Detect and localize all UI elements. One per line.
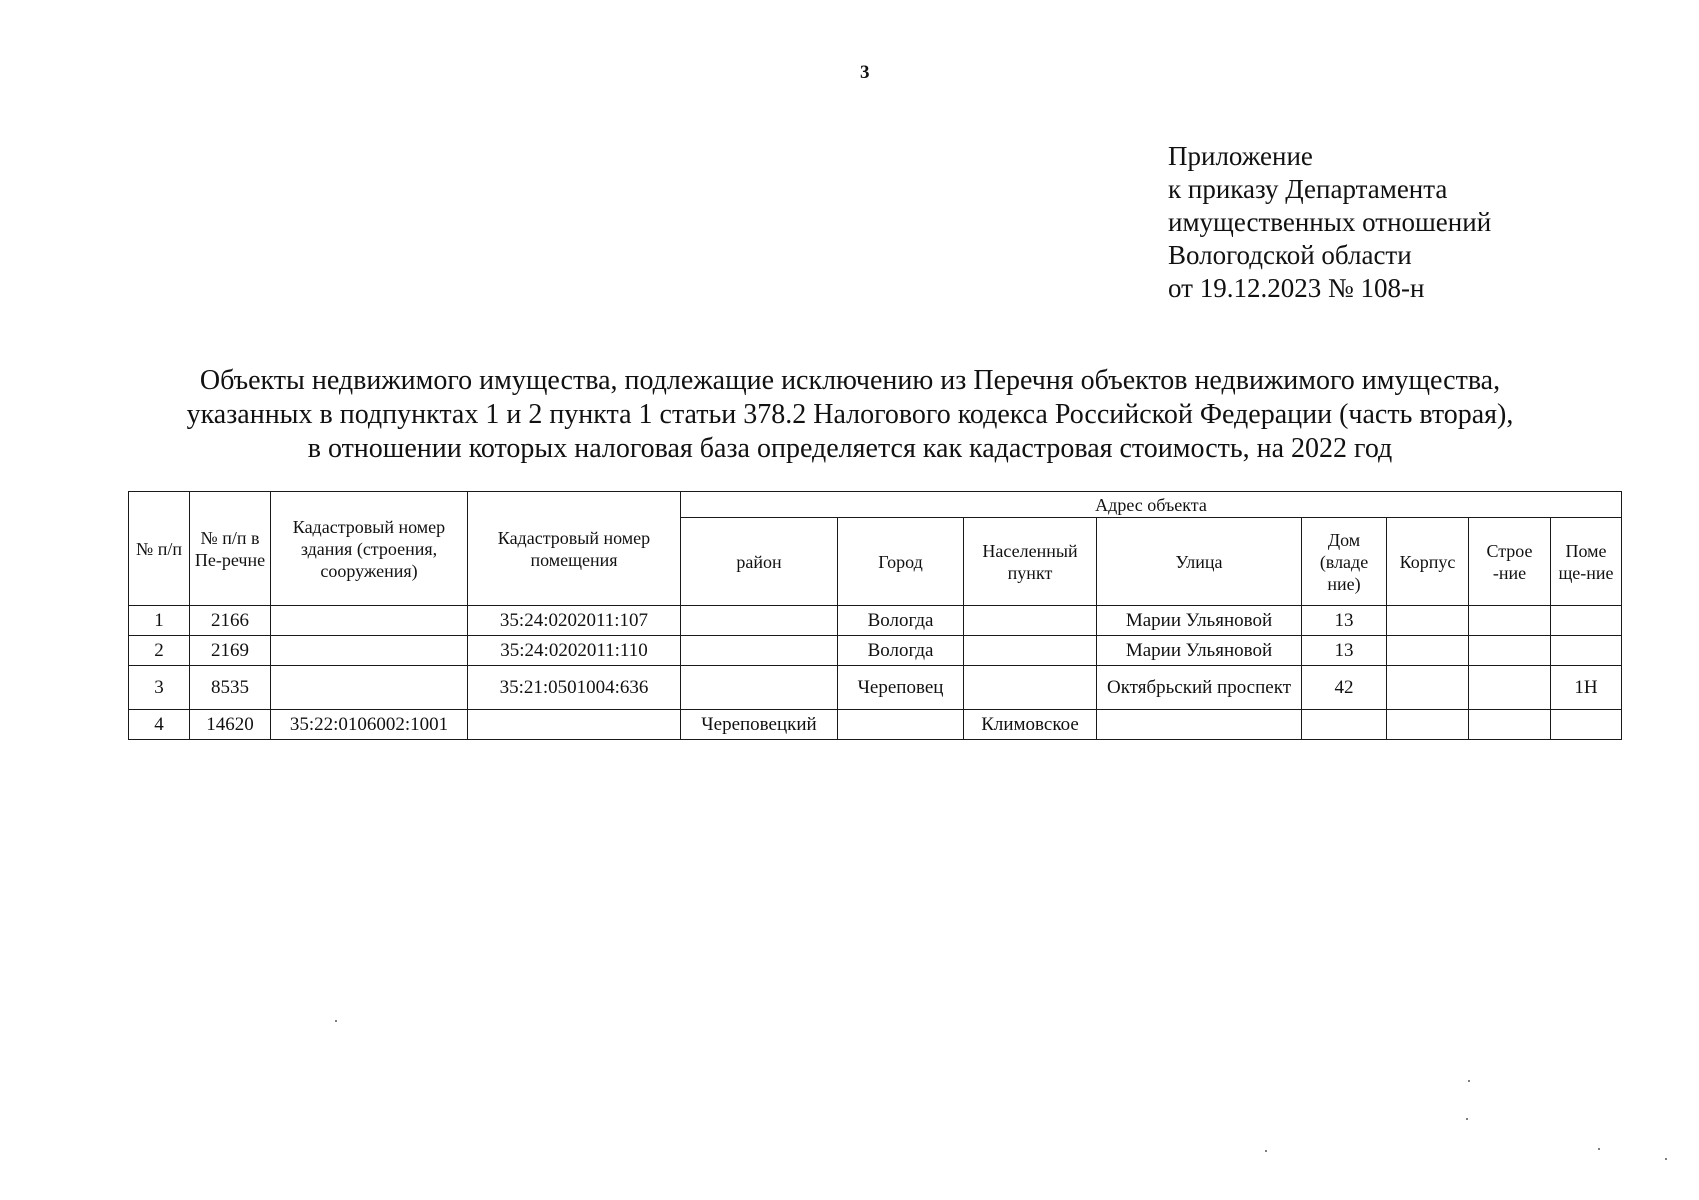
header-premises: Поме ще-ние [1551, 518, 1622, 606]
cell-building-cadastral [271, 666, 468, 710]
cell-room-cadastral: 35:24:0202011:107 [468, 606, 681, 636]
cell-building-cadastral [271, 606, 468, 636]
scan-speck [1598, 1148, 1600, 1150]
header-settlement: Населенный пункт [964, 518, 1097, 606]
title-line: указанных в подпунктах 1 и 2 пункта 1 статьи 378.2 Налогового кодекса Российской Федерации (часть вторая), [186, 399, 1514, 430]
cell-house [1302, 710, 1387, 740]
cell-district [681, 636, 838, 666]
cell-premises [1551, 710, 1622, 740]
title-line: в отношении которых налоговая база определяется как кадастровая стоимость, на 2022 год [307, 433, 1393, 464]
table-row [129, 710, 1622, 740]
objects-table [128, 491, 1622, 740]
appendix-line: Приложение [1168, 141, 1313, 171]
header-list-num: № п/п в Пе-речне [190, 492, 271, 606]
appendix-line: от 19.12.2023 № 108-н [1168, 273, 1425, 303]
appendix-line: имущественных отношений [1168, 207, 1492, 237]
appendix-line: Вологодской области [1168, 240, 1412, 270]
cell-settlement [964, 606, 1097, 636]
cell-city: Вологда [838, 606, 964, 636]
header-structure: Строе -ние [1469, 518, 1551, 606]
cell-corpus [1387, 636, 1469, 666]
header-district: район [681, 518, 838, 606]
cell-building-cadastral [271, 636, 468, 666]
scan-speck [1468, 1080, 1470, 1082]
header-house: Дом (владе ние) [1302, 518, 1387, 606]
cell-premises [1551, 606, 1622, 636]
cell-corpus [1387, 710, 1469, 740]
header-corpus: Корпус [1387, 518, 1469, 606]
cell-room-cadastral: 35:24:0202011:110 [468, 636, 681, 666]
page-number: 3 [860, 62, 870, 83]
cell-structure [1469, 710, 1551, 740]
cell-structure [1469, 636, 1551, 666]
cell-city: Вологда [838, 636, 964, 666]
header-address-group: Адрес объекта [681, 492, 1622, 518]
table-row [129, 636, 1622, 666]
cell-num: 3 [129, 666, 190, 710]
cell-city: Череповец [838, 666, 964, 710]
document-title [130, 364, 1570, 466]
cell-list-num: 2169 [190, 636, 271, 666]
header-city: Город [838, 518, 964, 606]
cell-house: 13 [1302, 606, 1387, 636]
header-num: № п/п [129, 492, 190, 606]
cell-street [1097, 710, 1302, 740]
cell-list-num: 14620 [190, 710, 271, 740]
scan-speck [1265, 1150, 1267, 1152]
cell-num: 4 [129, 710, 190, 740]
cell-corpus [1387, 606, 1469, 636]
cell-house: 42 [1302, 666, 1387, 710]
cell-district [681, 606, 838, 636]
appendix-block [1168, 140, 1491, 305]
cell-list-num: 8535 [190, 666, 271, 710]
cell-settlement [964, 636, 1097, 666]
cell-street: Марии Ульяновой [1097, 606, 1302, 636]
scan-speck [1466, 1118, 1468, 1120]
cell-premises [1551, 636, 1622, 666]
cell-city [838, 710, 964, 740]
cell-room-cadastral [468, 710, 681, 740]
header-building-cadastral: Кадастровый номер здания (строения, сооружения) [271, 492, 468, 606]
cell-num: 2 [129, 636, 190, 666]
table-row [129, 666, 1622, 710]
cell-structure [1469, 606, 1551, 636]
cell-corpus [1387, 666, 1469, 710]
cell-street: Октябрьский проспект [1097, 666, 1302, 710]
cell-num: 1 [129, 606, 190, 636]
table-row [129, 606, 1622, 636]
scan-speck [1665, 1158, 1667, 1160]
cell-district [681, 666, 838, 710]
header-room-cadastral: Кадастровый номер помещения [468, 492, 681, 606]
cell-room-cadastral: 35:21:0501004:636 [468, 666, 681, 710]
cell-premises: 1Н [1551, 666, 1622, 710]
cell-list-num: 2166 [190, 606, 271, 636]
appendix-line: к приказу Департамента [1168, 174, 1448, 204]
cell-structure [1469, 666, 1551, 710]
cell-district: Череповецкий [681, 710, 838, 740]
cell-street: Марии Ульяновой [1097, 636, 1302, 666]
cell-settlement: Климовское [964, 710, 1097, 740]
title-line: Объекты недвижимого имущества, подлежащие исключению из Перечня объектов недвижимого имущества, [199, 365, 1501, 396]
cell-house: 13 [1302, 636, 1387, 666]
scan-speck [335, 1020, 337, 1022]
cell-building-cadastral: 35:22:0106002:1001 [271, 710, 468, 740]
cell-settlement [964, 666, 1097, 710]
header-street: Улица [1097, 518, 1302, 606]
